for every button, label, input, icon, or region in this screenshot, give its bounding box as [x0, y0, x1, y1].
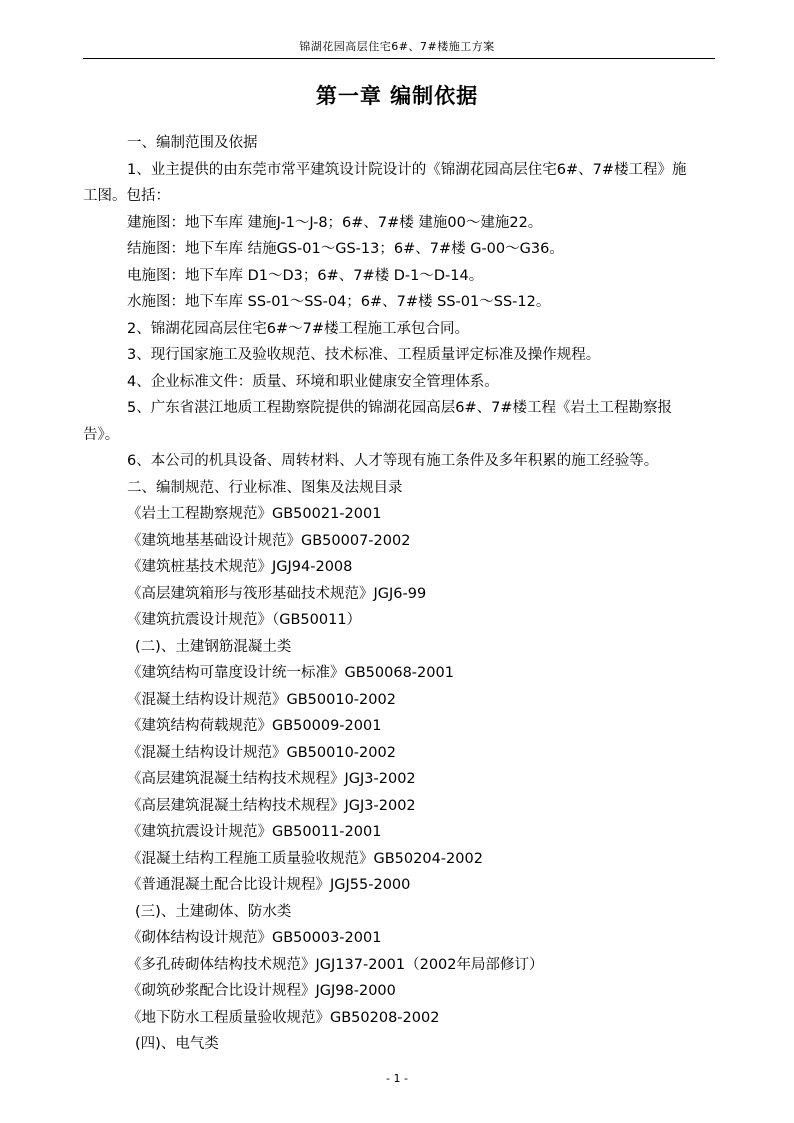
- page-number: - 1 -: [386, 1072, 408, 1085]
- text-line: 5、广东省湛江地质工程勘察院提供的锦湖花园高层6#、7#楼工程《岩土工程勘察报: [127, 400, 672, 416]
- reference-item: 《混凝土结构设计规范》GB50010-2002: [127, 744, 396, 761]
- reference-item: 《建筑结构荷载规范》GB50009-2001: [127, 718, 382, 734]
- reference-item: 《建筑结构可靠度设计统一标准》GB50068-2001: [127, 665, 454, 681]
- reference-item: 《普通混凝土配合比设计规程》JGJ55-2000: [127, 877, 411, 893]
- reference-item: 《建筑地基基础设计规范》GB50007-2002: [127, 532, 411, 549]
- text-line: 3、现行国家施工及验收规范、技术标准、工程质量评定标准及操作规程。: [127, 347, 601, 363]
- text-line: 4、企业标准文件：质量、环境和职业健康安全管理体系。: [127, 373, 499, 390]
- text-line: 告》。: [83, 426, 120, 443]
- text-line: 建施图：地下车库 建施J-1～J-8；6#、7#楼 建施00～建施22。: [127, 214, 543, 231]
- text-line: (二)、土建钢筋混凝土类: [135, 638, 292, 655]
- reference-item: 《高层建筑混凝土结构技术规程》JGJ3-2002: [127, 797, 416, 814]
- reference-item: 《多孔砖砌体结构技术规范》JGJ137-2001（2002年局部修订）: [127, 956, 544, 973]
- text-line: (三)、土建砌体、防水类: [135, 903, 292, 920]
- text-line: 工图。包括：: [83, 188, 170, 204]
- chapter-title: 第一章 编制依据: [315, 83, 479, 108]
- reference-item: 《砌筑砂浆配合比设计规程》JGJ98-2000: [127, 983, 396, 999]
- text-line: (四)、电气类: [135, 1036, 219, 1052]
- reference-item: 《建筑抗震设计规范》GB50011-2001: [127, 824, 382, 840]
- reference-item: 《砌体结构设计规范》GB50003-2001: [127, 930, 382, 946]
- text-line: 结施图：地下车库 结施GS-01～GS-13；6#、7#楼 G-00～G36。: [127, 241, 564, 257]
- text-line: 1、业主提供的由东莞市常平建筑设计院设计的《锦湖花园高层住宅6#、7#楼工程》施: [127, 161, 687, 178]
- text-line: 6、本公司的机具设备、周转材料、人才等现有施工条件及多年积累的施工经验等。: [127, 453, 659, 469]
- text-line: 二、编制规范、行业标准、图集及法规目录: [127, 479, 403, 496]
- reference-item: 《混凝土结构设计规范》GB50010-2002: [127, 691, 396, 708]
- text-line: 水施图：地下车库 SS-01～SS-04；6#、7#楼 SS-01～SS-12。: [127, 294, 551, 310]
- reference-item: 《建筑桩基技术规范》JGJ94-2008: [127, 559, 353, 575]
- text-line: 电施图：地下车库 D1～D3；6#、7#楼 D-1～D-14。: [127, 267, 484, 284]
- reference-item: 《地下防水工程质量验收规范》GB50208-2002: [127, 1009, 440, 1026]
- text-line: 一、编制范围及依据: [127, 135, 258, 151]
- reference-item: 《岩土工程勘察规范》GB50021-2001: [127, 506, 382, 522]
- reference-item: 《建筑抗震设计规范》（GB50011）: [127, 612, 362, 628]
- reference-item: 《混凝土结构工程施工质量验收规范》GB50204-2002: [127, 850, 483, 867]
- page-header: 锦湖花园高层住宅6#、7#楼施工方案: [299, 40, 495, 53]
- header-divider: [83, 58, 715, 59]
- reference-item: 《高层建筑混凝土结构技术规程》JGJ3-2002: [127, 771, 416, 787]
- document-body: [83, 130, 715, 1058]
- text-line: 2、锦湖花园高层住宅6#～7#楼工程施工承包合同。: [127, 320, 469, 337]
- reference-item: 《高层建筑箱形与筏形基础技术规范》JGJ6-99: [127, 585, 427, 602]
